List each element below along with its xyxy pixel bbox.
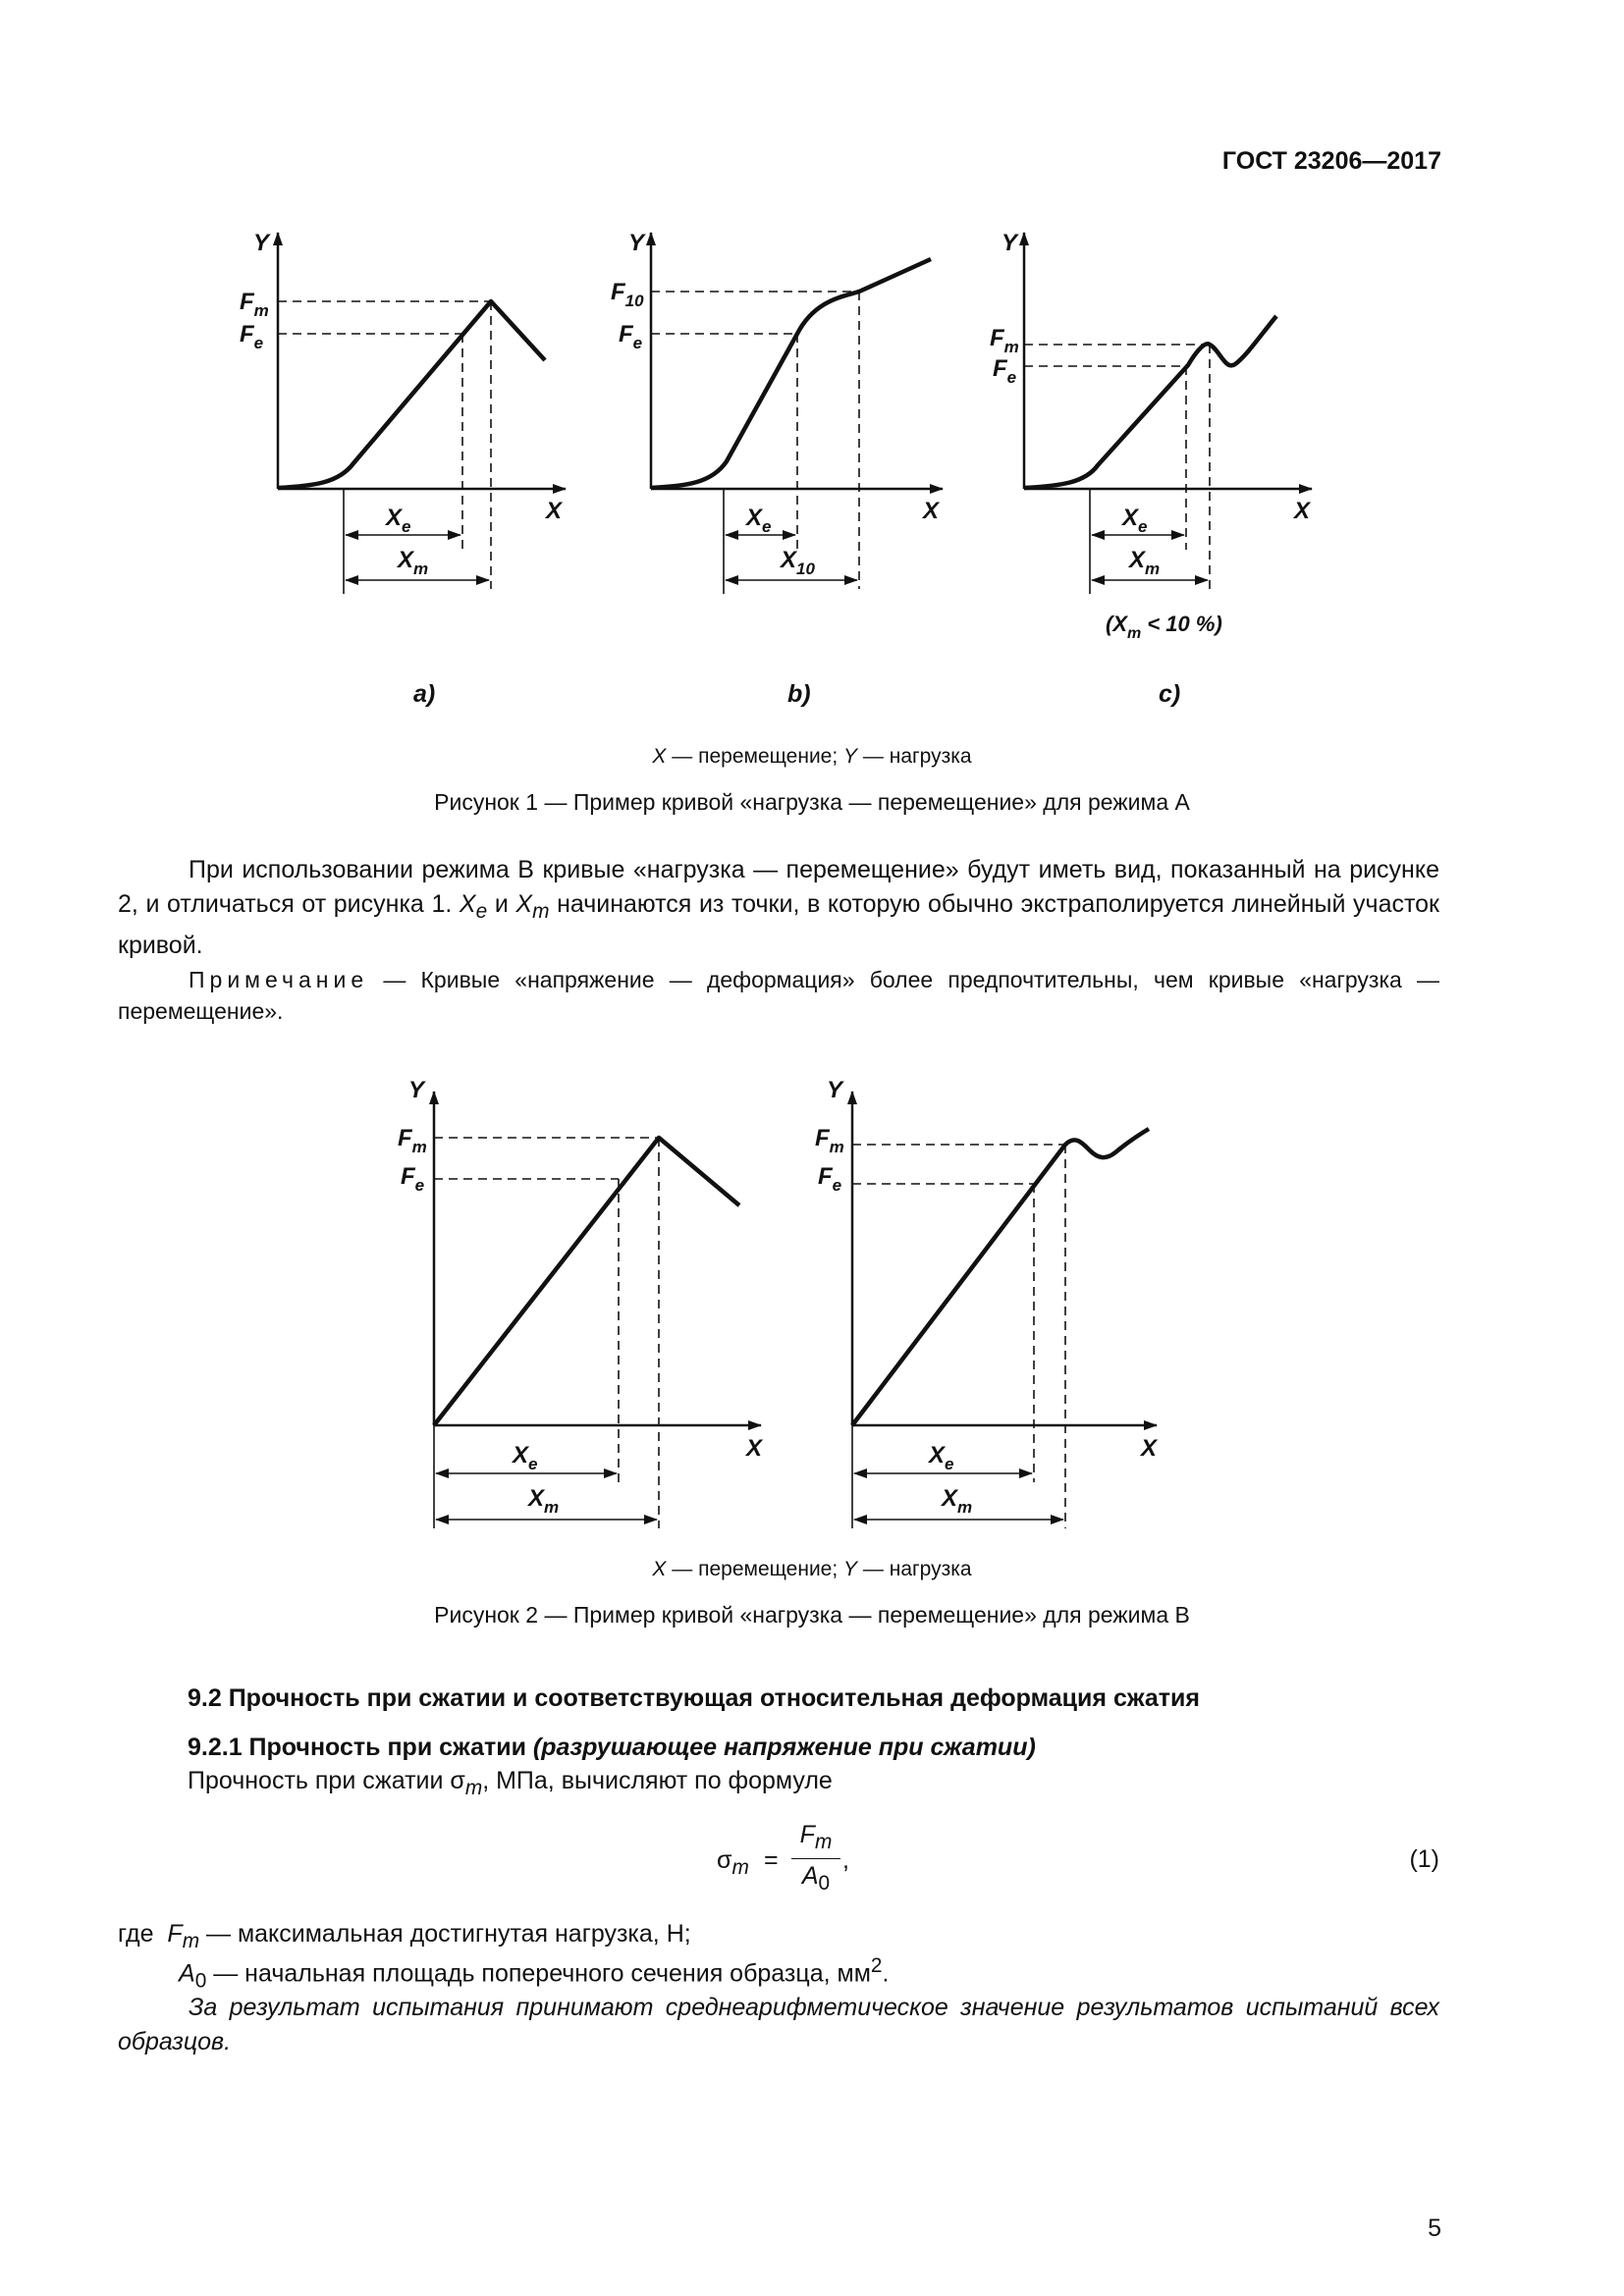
label-xm: $X_m$ <box>1129 547 1161 578</box>
label-xm: $X_m$ <box>942 1485 973 1517</box>
label-fe: $F_e$ <box>619 321 643 352</box>
panel-label-a: a) <box>413 680 436 708</box>
y-axis-label: Y <box>827 1077 843 1103</box>
figure-2 <box>0 1041 1624 1590</box>
section-9-2-1-intro: Прочность при сжатии $\sigma_m$, МПа, вычисляют по формуле <box>188 1767 833 1799</box>
paragraph-mode-b: При использовании режима В кривые «нагрузка — перемещение» будут иметь вид, показанный на рисунке 2, и отличаться от рисунка 1. $X_e$ и $X_m$ начинаются из точки, в которую обычно экстраполируется линейный участок кривой. <box>118 856 1439 959</box>
definition-a0: $A_0$ — начальная площадь поперечного сечения образца, $мм^2$. <box>179 1954 890 1993</box>
label-fe: $F_e$ <box>818 1163 842 1195</box>
label-xm: $X_m$ <box>528 1485 560 1517</box>
label-xe: $X_e$ <box>929 1442 954 1473</box>
label-f10: $F_{10}$ <box>611 279 644 310</box>
x-axis-label: X <box>1141 1435 1158 1462</box>
label-fm: $F_m$ <box>815 1125 844 1156</box>
figure-1 <box>0 0 1624 726</box>
panel-label-b: b) <box>787 680 811 708</box>
label-xe: $X_e$ <box>513 1442 538 1473</box>
definition-fm: где $F_m$ — максимальная достигнутая нагрузка, Н; <box>118 1920 691 1952</box>
figure-2-caption: Рисунок 2 — Пример кривой «нагрузка — перемещение» для режима В <box>434 1602 1190 1628</box>
formula-1: $\sigma_m$ = $F_m$ $A_0$ , <box>717 1821 849 1895</box>
label-x10: $X_{10}$ <box>781 547 815 578</box>
label-fm: $F_m$ <box>990 325 1019 356</box>
load-displacement-curve <box>651 259 931 488</box>
result-note: За результат испытания принимают среднеарифметическое значение результатов испытаний всех образцов. <box>118 1994 1439 2056</box>
y-axis-label: Y <box>1001 230 1018 256</box>
formula-number: (1) <box>1409 1845 1439 1873</box>
x-axis-label: X <box>923 498 940 524</box>
load-displacement-curve <box>434 1138 739 1425</box>
label-xe: $X_e$ <box>1122 505 1148 536</box>
figure-1-panel-c <box>990 230 1312 708</box>
figure-1-panel-b <box>611 230 943 708</box>
label-xe: $X_e$ <box>746 505 772 536</box>
x-axis-label: X <box>546 498 563 524</box>
y-axis-label: Y <box>628 230 645 256</box>
condition-xm-less-10: ($X_m < 10$ %) <box>1106 612 1222 642</box>
section-9-2-heading: 9.2 Прочность при сжатии и соответствующая относительная деформация сжатия <box>188 1684 1200 1712</box>
label-fm: $F_m$ <box>398 1125 427 1156</box>
figure-1-panel-a <box>240 230 566 708</box>
load-displacement-curve <box>852 1129 1149 1425</box>
section-9-2-1-heading: 9.2.1 Прочность при сжатии (разрушающее напряжение при сжатии) <box>188 1734 1036 1761</box>
label-fm: $F_m$ <box>240 289 269 320</box>
y-axis-label: Y <box>253 230 270 256</box>
figure-1-legend: X — перемещение; Y — нагрузка <box>652 745 972 768</box>
label-xe: $X_e$ <box>386 505 411 536</box>
x-axis-label: X <box>746 1435 763 1462</box>
x-axis-label: X <box>1294 498 1311 524</box>
label-xm: $X_m$ <box>398 547 429 578</box>
page-number: 5 <box>1428 2215 1441 2242</box>
label-fe: $F_e$ <box>401 1163 425 1195</box>
panel-label-c: c) <box>1159 680 1181 708</box>
figure-2-panel-left <box>398 1077 764 1528</box>
note: Примечание — Кривые «напряжение — деформация» более предпочтительны, чем кривые «нагрузка — перемещение». <box>118 967 1439 1024</box>
figure-2-panel-right <box>815 1077 1159 1528</box>
label-fe: $F_e$ <box>240 321 264 352</box>
y-axis-label: Y <box>408 1077 425 1103</box>
load-displacement-curve <box>1024 316 1276 488</box>
label-fe: $F_e$ <box>993 355 1017 387</box>
figure-1-caption: Рисунок 1 — Пример кривой «нагрузка — перемещение» для режима А <box>434 789 1190 815</box>
load-displacement-curve <box>278 301 545 488</box>
figure-2-legend: X — перемещение; Y — нагрузка <box>652 1558 972 1580</box>
document-code: ГОСТ 23206—2017 <box>1221 147 1441 175</box>
